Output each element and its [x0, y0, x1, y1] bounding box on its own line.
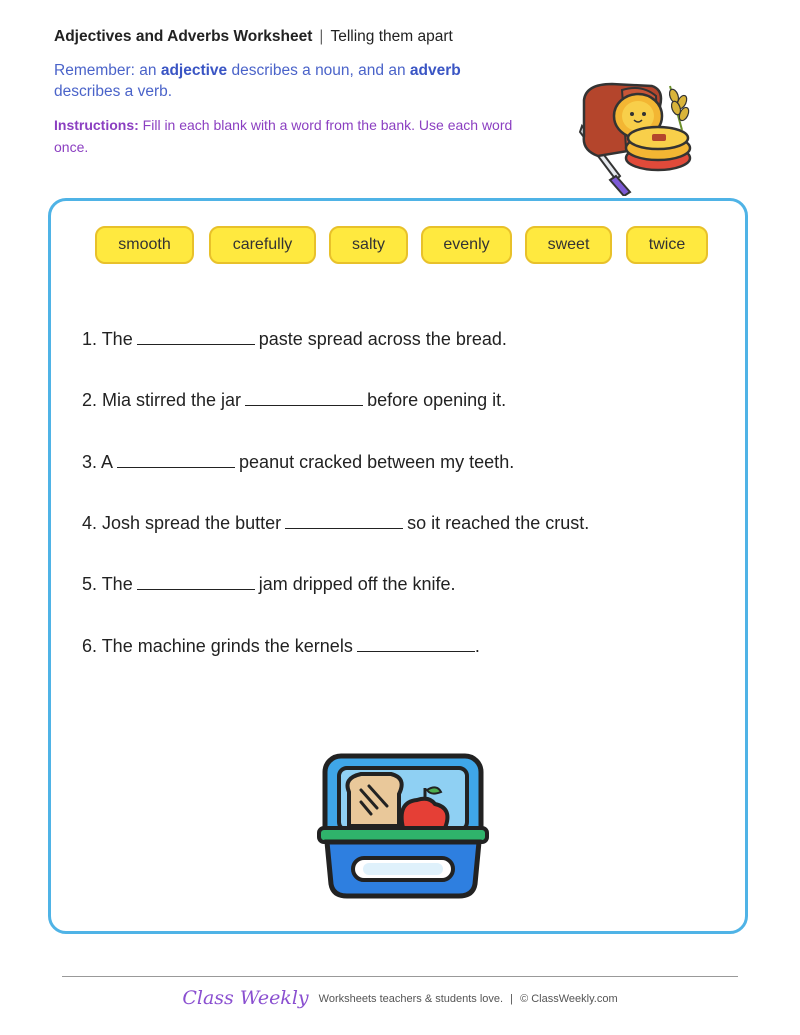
answer-blank[interactable]	[137, 575, 255, 590]
question-text: 6. The machine grinds the kernels	[82, 636, 353, 656]
word-chip: evenly	[421, 226, 512, 264]
worksheet-subtitle: Telling them apart	[330, 28, 453, 45]
question-text: .	[474, 636, 480, 656]
word-chip: twice	[626, 226, 708, 264]
answer-blank[interactable]	[285, 514, 403, 529]
footer-separator: |	[510, 993, 514, 1005]
bread-slices-icon	[626, 127, 690, 170]
question-6	[82, 636, 480, 657]
remember-middle: describes a noun, and an	[227, 62, 410, 79]
remember-adjective: adjective	[160, 62, 228, 79]
title-separator: |	[319, 28, 324, 45]
question-text: so it reached the crust.	[407, 513, 590, 533]
answer-blank[interactable]	[117, 453, 235, 468]
worksheet-title	[54, 28, 453, 46]
question-text: paste spread across the bread.	[258, 329, 507, 349]
question-text: jam dripped off the knife.	[258, 574, 456, 594]
word-chip: sweet	[525, 226, 612, 264]
question-text: 4. Josh spread the butter	[82, 513, 282, 533]
answer-blank[interactable]	[245, 391, 363, 406]
question-text: 2. Mia stirred the jar	[82, 390, 242, 410]
brand-logo: Class Weekly	[182, 987, 309, 1009]
remember-prefix: Remember: an	[54, 62, 161, 79]
question-1	[82, 329, 507, 350]
remember-suffix: describes a verb.	[54, 83, 173, 100]
question-text: 5. The	[82, 574, 133, 594]
wheat-icon	[668, 86, 691, 130]
instructions-label: Instructions:	[54, 117, 139, 133]
footer-divider	[62, 976, 738, 977]
footer	[0, 987, 800, 1009]
question-5	[82, 574, 456, 595]
footer-copyright: © ClassWeekly.com	[520, 993, 618, 1005]
word-chip: carefully	[209, 226, 316, 264]
question-4	[82, 513, 589, 534]
lunchbox-illustration	[317, 750, 489, 902]
remember-note	[54, 60, 524, 102]
word-chip: salty	[329, 226, 408, 264]
footer-tagline: Worksheets teachers & students love.	[318, 993, 504, 1005]
word-chip: smooth	[95, 226, 194, 264]
answer-blank[interactable]	[357, 637, 475, 652]
question-text: 1. The	[82, 329, 133, 349]
remember-adverb: adverb	[409, 62, 461, 79]
instructions	[54, 114, 534, 158]
question-text: before opening it.	[367, 390, 507, 410]
question-text: peanut cracked between my teeth.	[239, 452, 515, 472]
question-text: 3. A	[82, 452, 114, 472]
lunchbox-icon	[319, 756, 487, 896]
worksheet-title-text: Adjectives and Adverbs Worksheet	[54, 28, 313, 45]
answer-blank[interactable]	[137, 330, 255, 345]
question-3	[82, 452, 514, 473]
instructions-text: Fill in each blank with a word from the bank. Use each word once.	[54, 117, 513, 155]
exercise-panel	[48, 198, 748, 934]
bread-loaf-illustration	[572, 76, 697, 196]
question-2	[82, 390, 506, 411]
